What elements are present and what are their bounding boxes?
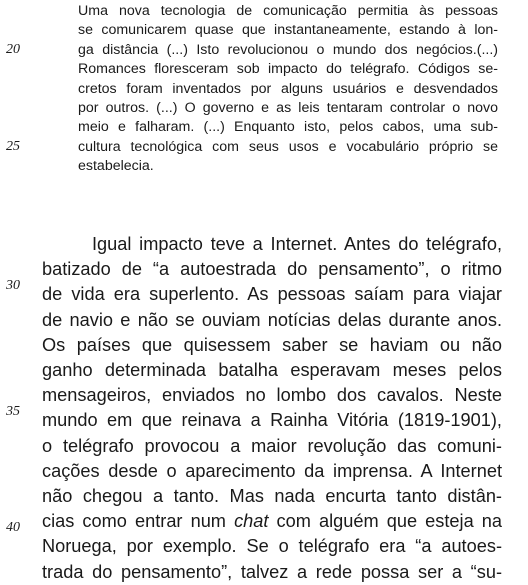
line-number: 35 bbox=[6, 404, 20, 419]
quote-line: cultura tecnológica com seus usos e vocabulário próprio se bbox=[78, 138, 498, 155]
body-paragraph bbox=[42, 232, 502, 585]
line-number: 30 bbox=[6, 278, 20, 293]
body-line: Igual impacto teve a Internet. Antes do telégrafo, bbox=[92, 234, 502, 254]
body-line-part: cias como entrar num bbox=[42, 511, 226, 532]
body-line: Os países que quisessem saber se haviam ou não bbox=[42, 334, 502, 355]
quote-line: Uma nova tecnologia de comunicação permitia às pessoas bbox=[78, 3, 498, 19]
body-line: batizado de “a autoestrada do pensamento”, o ritmo bbox=[42, 259, 502, 280]
body-line: mundo em que reinava a Rainha Vitória (1819-1901), bbox=[42, 410, 502, 431]
emphasis-word: chat bbox=[234, 511, 269, 532]
quote-line: por outros. (...) O governo e as leis tentaram controlar o novo bbox=[78, 100, 498, 117]
quote-line: ga distância (...) Isto revolucionou o mundo dos negócios.(...) bbox=[78, 41, 498, 58]
block-quote bbox=[78, 2, 498, 177]
body-line: não chegou a tanto. Mas nada encurta tanto distân- bbox=[42, 486, 502, 507]
body-line: Noruega, por exemplo. Se o telégrafo era “a autoes- bbox=[42, 536, 502, 557]
body-line: mensageiros, enviados no lombo dos cavalos. Neste bbox=[42, 385, 502, 406]
quote-line: meio e falharam. (...) Enquanto isto, pelos cabos, uma sub- bbox=[78, 119, 498, 136]
body-line: cações desde o aparecimento da imprensa. A Internet bbox=[42, 460, 502, 481]
body-line-with-chat bbox=[42, 509, 502, 534]
line-number: 20 bbox=[6, 42, 20, 57]
body-line: trada do pensamento”, talvez a rede possa ser a “su- bbox=[42, 561, 502, 582]
body-line-part: com alguém que esteja na bbox=[276, 511, 502, 532]
body-line: de navio e não se ouviam notícias delas durante anos. bbox=[42, 309, 502, 330]
quote-line: Romances floresceram sob impacto do telégrafo. Códigos se- bbox=[78, 61, 498, 78]
body-line: de vida era superlento. As pessoas saíam para viajar bbox=[42, 284, 502, 305]
quote-line: estabelecia. bbox=[78, 158, 154, 175]
line-number: 25 bbox=[6, 139, 20, 154]
body-line: ganho determinada batalha esperavam meses pelos bbox=[42, 360, 502, 381]
quote-line: se comunicarem quase que instantaneamente, estando à lon- bbox=[78, 22, 498, 39]
line-number: 40 bbox=[6, 520, 20, 535]
body-line: o telégrafo provocou a maior revolução das comuni- bbox=[42, 435, 502, 456]
quote-line: cretos foram inventados por alguns usuários e desvendados bbox=[78, 80, 498, 97]
